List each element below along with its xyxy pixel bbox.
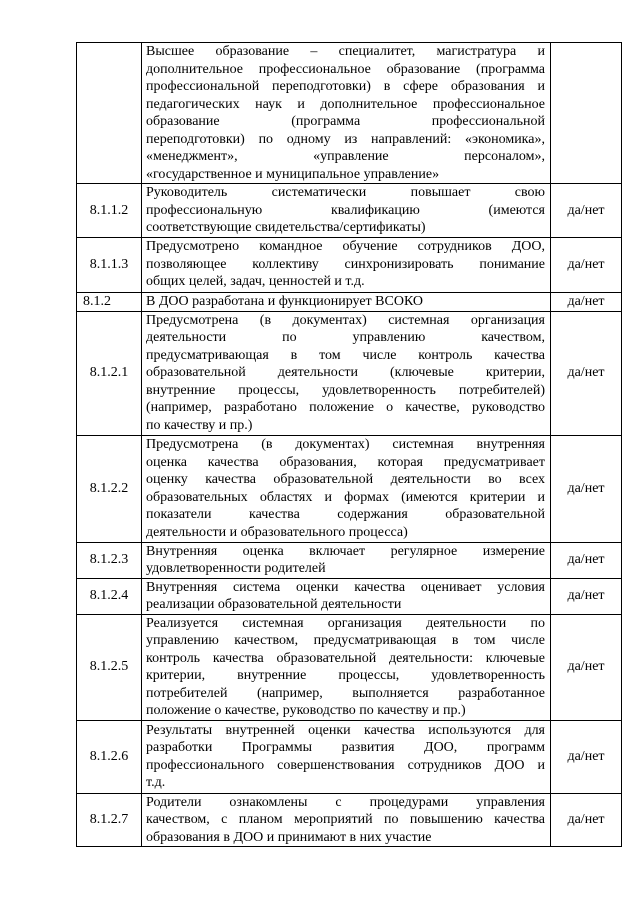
answer-cell: да/нет xyxy=(551,793,622,847)
description-line: переподготовки) по одному из направлений: «экономика», xyxy=(146,131,545,147)
description-line: Внутренняя оценка включает регулярное измерение xyxy=(146,543,545,559)
description-line: критерии, внутренние процессы, удовлетворенность xyxy=(146,668,545,683)
description-line: внутренние процессы, удовлетворенность потребителей) xyxy=(146,382,545,398)
description-line: удовлетворенности родителей xyxy=(146,561,326,576)
table-row xyxy=(77,184,622,238)
description-line: контроль качества образовательной деятельности: ключевые xyxy=(146,650,545,666)
criterion-code: 8.1.2 xyxy=(77,292,142,311)
description-line: дополнительное профессиональное образование (программа xyxy=(146,61,545,77)
description-line: Руководитель систематически повышает свою xyxy=(146,185,545,200)
criterion-code: 8.1.1.2 xyxy=(77,184,142,238)
table-row xyxy=(77,237,622,292)
answer-cell xyxy=(551,43,622,184)
criterion-code: 8.1.2.2 xyxy=(77,435,142,542)
description-line: образовательных областях и формах (имеются критерии и xyxy=(146,489,545,505)
criterion-description xyxy=(142,292,551,311)
criterion-description xyxy=(142,720,551,793)
table-row xyxy=(77,793,622,847)
table-row xyxy=(77,435,622,542)
answer-cell: да/нет xyxy=(551,311,622,435)
description-line: образовательной деятельности (ключевые критерии, xyxy=(146,365,545,381)
answer-cell: да/нет xyxy=(551,292,622,311)
criterion-code: 8.1.2.7 xyxy=(77,793,142,847)
description-line: «государственное и муниципальное управление» xyxy=(146,166,440,182)
description-line: Внутренняя система оценки качества оценивает условия xyxy=(146,579,545,595)
description-line: соответствующие свидетельства/сертификаты) xyxy=(146,220,426,235)
criterion-code: 8.1.2.1 xyxy=(77,311,142,435)
answer-cell: да/нет xyxy=(551,720,622,793)
criterion-description xyxy=(142,311,551,435)
description-line: Предусмотрена (в документах) системная организация xyxy=(146,312,545,328)
description-line: потребителей (например, выполняется разработанное xyxy=(146,685,545,701)
description-line: «менеджмент», «управление персоналом», xyxy=(146,149,545,164)
criterion-description xyxy=(142,793,551,847)
table-row xyxy=(77,578,622,614)
description-line: предусматривающая в том числе контроль качества xyxy=(146,347,545,363)
description-line: общих целей, задач, ценностей и т.д. xyxy=(146,274,365,290)
description-line: оценку качества образовательной деятельности во всех xyxy=(146,472,545,487)
criterion-description xyxy=(142,435,551,542)
table-row xyxy=(77,614,622,720)
description-line: положение о качестве, руководство по качеству и пр.) xyxy=(146,703,466,718)
answer-cell: да/нет xyxy=(551,237,622,292)
table-row xyxy=(77,720,622,793)
description-line: профессиональной переподготовки) в сфере образования и xyxy=(146,79,545,94)
table-row xyxy=(77,43,622,184)
description-line: показатели качества содержания образовательной xyxy=(146,507,545,522)
criterion-description xyxy=(142,237,551,292)
table-row xyxy=(77,292,622,311)
criterion-code: 8.1.2.3 xyxy=(77,542,142,578)
description-line: разработки Программы развития ДОО, программ xyxy=(146,740,545,755)
answer-cell: да/нет xyxy=(551,614,622,720)
description-line: педагогических наук и дополнительное профессиональное xyxy=(146,96,545,112)
criteria-table xyxy=(76,42,622,847)
answer-cell: да/нет xyxy=(551,542,622,578)
description-line: Результаты внутренней оценки качества используются для xyxy=(146,722,545,738)
description-line: Предусмотрена (в документах) системная внутренняя xyxy=(146,437,545,452)
description-line: деятельности и образовательного процесса) xyxy=(146,524,408,540)
description-line: образование (программа профессиональной xyxy=(146,114,545,129)
description-line: Родители ознакомлены с процедурами управления xyxy=(146,794,545,810)
description-line: т.д. xyxy=(146,775,166,790)
criterion-code: 8.1.2.4 xyxy=(77,578,142,614)
description-line: образования в ДОО и принимают в них участие xyxy=(146,829,432,845)
criterion-code: 8.1.2.6 xyxy=(77,720,142,793)
description-line: деятельности по управлению качеством, xyxy=(146,330,545,346)
table-row xyxy=(77,311,622,435)
criterion-code xyxy=(77,43,142,184)
answer-cell: да/нет xyxy=(551,435,622,542)
description-line: оценка качества образования, которая предусматривает xyxy=(146,454,545,470)
criterion-code: 8.1.1.3 xyxy=(77,237,142,292)
description-line: В ДОО разработана и функционирует ВСОКО xyxy=(146,293,424,309)
description-line: позволяющее коллективу синхронизировать понимание xyxy=(146,256,545,272)
criterion-code: 8.1.2.5 xyxy=(77,614,142,720)
description-line: по качеству и пр.) xyxy=(146,417,253,433)
description-line: профессиональную квалификацию (имеются xyxy=(146,202,545,218)
criterion-description xyxy=(142,578,551,614)
description-line: реализации образовательной деятельности xyxy=(146,597,402,612)
description-line: качеством, с планом мероприятий по повышению качества xyxy=(146,812,545,827)
description-line: Предусмотрено командное обучение сотрудников ДОО, xyxy=(146,239,545,255)
table-row xyxy=(77,542,622,578)
description-line: профессионального совершенствования сотрудников ДОО и xyxy=(146,757,545,773)
description-line: (например, разработано положение о качестве, руководство xyxy=(146,400,545,416)
description-line: Высшее образование – специалитет, магистратура и xyxy=(146,44,545,59)
criterion-description xyxy=(142,542,551,578)
description-line: управлению качеством, предусматривающая в том числе xyxy=(146,633,545,648)
criterion-description xyxy=(142,614,551,720)
answer-cell: да/нет xyxy=(551,578,622,614)
criterion-description xyxy=(142,43,551,184)
description-line: Реализуется системная организация деятельности по xyxy=(146,615,545,631)
criterion-description xyxy=(142,184,551,238)
answer-cell: да/нет xyxy=(551,184,622,238)
criteria-table-body xyxy=(77,43,622,847)
